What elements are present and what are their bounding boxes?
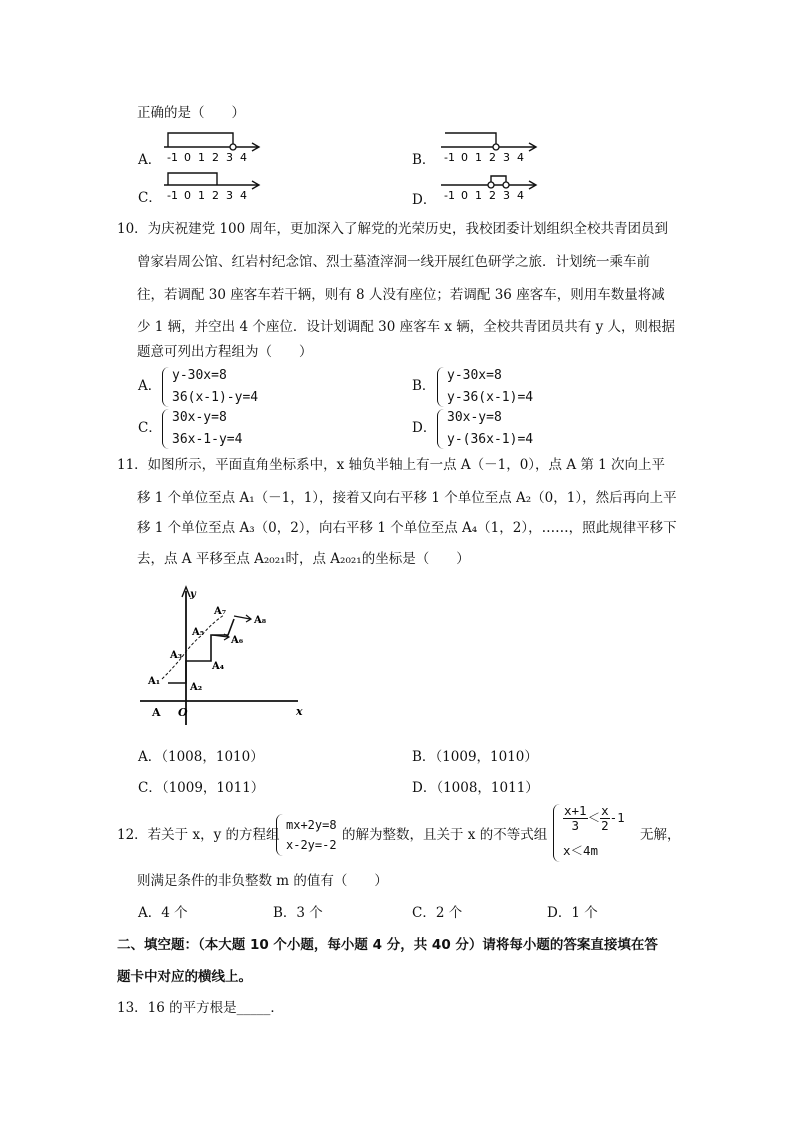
tick-label: 3 <box>226 189 233 202</box>
tick-label: -1 <box>167 189 178 202</box>
q11-line-4: 去，点 A 平移至点 A₂₀₂₁时，点 A₂₀₂₁的坐标是（ ） <box>137 551 470 567</box>
q13-question <box>117 998 284 1018</box>
q9-option-a-letter[interactable]: A． <box>138 152 162 168</box>
q10-line-5: 题意可列出方程组为（ ） <box>137 344 313 360</box>
q10-line-4: 少 1 辆，并空出 4 个座位．设计划调配 30 座客车 x 辆，全校共青团员共有 y 人，则根据 <box>137 319 676 335</box>
point-a1-label: A₁ <box>148 676 161 687</box>
tick-label: 3 <box>503 151 510 164</box>
equation: 30x-y=8 <box>447 410 502 425</box>
brace-icon <box>276 814 285 856</box>
point-a6-label: A₆ <box>231 635 244 646</box>
tick-label: 1 <box>475 189 482 202</box>
q12-option-c[interactable]: C．2 个 <box>412 905 463 921</box>
q12-line-2: 则满足条件的非负整数 m 的值有（ ） <box>137 873 388 889</box>
brace-icon <box>437 409 446 449</box>
section-2-heading-line-1: 二、填空题：（本大题 10 个小题，每小题 4 分，共 40 分）请将每小题的答案直接填在答 <box>117 937 658 953</box>
q10-line-2: 曾家岩周公馆、红岩村纪念馆、烈士墓渣滓洞一线开展红色研学之旅．计划统一乘车前 <box>137 254 650 270</box>
fraction-numerator: x <box>601 803 609 818</box>
x-label: x <box>296 705 303 718</box>
tick-label: 1 <box>475 151 482 164</box>
q11-line-1: 11．如图所示，平面直角坐标系中，x 轴负半轴上有一点 A（－1，0），点 A 第 1 次向上平 <box>117 457 666 473</box>
q9-tail: 正确的是（ ） <box>137 105 245 121</box>
fraction-numerator: x+1 <box>564 803 587 818</box>
q12-inequality-system <box>553 804 645 862</box>
q10-option-a-letter[interactable]: A． <box>138 378 162 394</box>
equation: x-2y=-2 <box>286 838 337 852</box>
q10-option-d-letter[interactable]: D． <box>412 420 437 436</box>
tick-label: 3 <box>226 151 233 164</box>
tick-label: -1 <box>444 151 455 164</box>
q11-option-d[interactable]: D．（1008，1011） <box>412 780 539 796</box>
q9-option-b-letter[interactable]: B． <box>412 152 436 168</box>
q13-answer-blank[interactable]: _____ <box>236 1000 271 1016</box>
q10-option-a-system[interactable] <box>162 367 302 407</box>
q13-end: ． <box>270 1000 284 1016</box>
tick-label: 4 <box>240 189 247 202</box>
q9-option-c-letter[interactable]: C． <box>138 190 162 206</box>
equation: y-(36x-1)=4 <box>447 432 534 447</box>
q9-option-d-letter[interactable]: D． <box>412 192 437 208</box>
point-a-label: A <box>152 706 161 719</box>
q11-coordinate-figure <box>138 583 310 727</box>
tick-label: 0 <box>184 151 191 164</box>
tick-label: 2 <box>212 189 219 202</box>
point-a8-label: A₈ <box>254 615 267 626</box>
brace-icon <box>162 409 171 449</box>
q11-line-3: 移 1 个单位至点 A₃（0，2），向右平移 1 个单位至点 A₄（1，2），……，照此规律平移下 <box>137 520 677 536</box>
point-a2-label: A₂ <box>190 682 203 693</box>
q12-suffix: 无解， <box>640 827 681 843</box>
q12-prefix: 12．若关于 x，y 的方程组 <box>117 827 280 843</box>
q12-option-d[interactable]: D．1 个 <box>547 905 598 921</box>
q10-option-c-letter[interactable]: C． <box>138 420 162 436</box>
equation: y-30x=8 <box>447 368 502 383</box>
q11-option-a[interactable]: A．（1008，1010） <box>138 749 264 765</box>
q10-option-d-system[interactable] <box>437 409 587 449</box>
fraction-denominator: 2 <box>601 818 609 833</box>
equation: y-30x=8 <box>172 368 227 383</box>
equation: 36x-1-y=4 <box>172 432 243 447</box>
q12-middle: 的解为整数，且关于 x 的不等式组 <box>342 827 548 843</box>
q9-option-c-number-line[interactable] <box>162 166 262 202</box>
tick-label: 1 <box>198 151 205 164</box>
inequality-2: x＜4m <box>563 843 599 858</box>
point-a7-label: A₇ <box>214 606 227 617</box>
tick-label: 3 <box>503 189 510 202</box>
tick-label: 2 <box>212 151 219 164</box>
q11-line-2: 移 1 个单位至点 A₁（－1，1），接着又向右平移 1 个单位至点 A₂（0，1），然后再向上平 <box>137 490 677 506</box>
q12-option-b[interactable]: B．3 个 <box>273 905 323 921</box>
q10-line-1: 10．为庆祝建党 100 周年，更加深入了解党的光荣历史，我校团委计划组织全校共青团员到 <box>117 221 669 237</box>
equation: mx+2y=8 <box>286 818 337 832</box>
tick-label: 0 <box>461 189 468 202</box>
origin-label: O <box>178 706 188 719</box>
q12-equation-system <box>276 814 346 856</box>
equation: y-36(x-1)=4 <box>447 390 534 405</box>
q10-option-b-system[interactable] <box>437 367 577 407</box>
q10-line-3: 往，若调配 30 座客车若干辆，则有 8 人没有座位；若调配 36 座客车，则用车数量将减 <box>137 287 665 303</box>
tick-label: 0 <box>461 151 468 164</box>
section-2-heading-line-2: 题卡中对应的横线上。 <box>117 969 252 985</box>
tick-label: 4 <box>517 189 524 202</box>
q11-option-b[interactable]: B．（1009，1010） <box>412 749 538 765</box>
q9-option-a-number-line[interactable] <box>162 128 262 164</box>
tick-label: 1 <box>198 189 205 202</box>
tick-label: 4 <box>240 151 247 164</box>
q9-option-d-number-line[interactable] <box>439 166 539 202</box>
tick-label: 0 <box>184 189 191 202</box>
tick-label: -1 <box>444 189 455 202</box>
fraction-denominator: 3 <box>571 818 580 833</box>
tick-label: 4 <box>517 151 524 164</box>
point-a4-label: A₄ <box>212 661 225 672</box>
q11-option-c[interactable]: C．（1009，1011） <box>138 780 265 796</box>
inequality-tail: -1 <box>609 810 625 825</box>
tick-label: 2 <box>489 189 496 202</box>
inequality-1 <box>563 804 625 833</box>
q12-option-a[interactable]: A．4 个 <box>138 905 188 921</box>
brace-icon <box>437 367 446 407</box>
brace-icon <box>553 804 562 862</box>
q10-option-c-system[interactable] <box>162 409 302 449</box>
q13-text: 13．16 的平方根是 <box>117 1000 237 1016</box>
equation: 36(x-1)-y=4 <box>172 390 259 405</box>
tick-label: -1 <box>167 151 178 164</box>
brace-icon <box>162 367 171 407</box>
equation: 30x-y=8 <box>172 410 227 425</box>
q9-option-b-number-line[interactable] <box>439 128 539 164</box>
q10-option-b-letter[interactable]: B． <box>412 378 436 394</box>
y-label: y <box>190 589 196 600</box>
point-a3-label: A₃ <box>170 650 183 661</box>
less-than: ＜ <box>587 810 601 825</box>
tick-label: 2 <box>489 151 496 164</box>
point-a5-label: A₅ <box>192 627 205 638</box>
